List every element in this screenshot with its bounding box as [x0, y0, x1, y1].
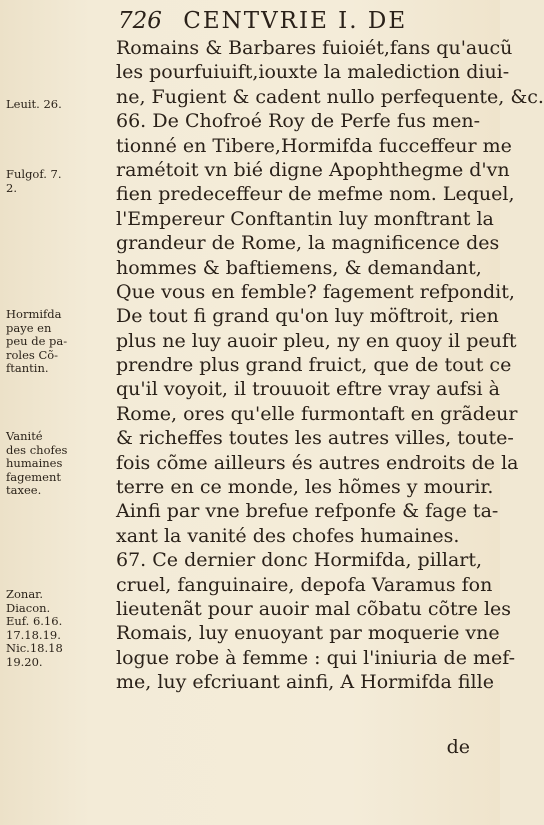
margin-line: Nic.18.18 — [6, 641, 63, 656]
main-text-block — [116, 36, 544, 695]
text-line: ramétoit vn bié digne Apophthegme d'vn — [116, 158, 510, 181]
page-number: 726 — [118, 8, 162, 34]
running-header — [118, 6, 478, 36]
margin-note-vanite — [6, 430, 110, 498]
margin-line: peu de pa- — [6, 334, 68, 349]
margin-note-hormisda — [6, 308, 110, 376]
margin-line: Fulgof. 7. — [6, 167, 62, 181]
margin-line: humaines — [6, 456, 63, 471]
margin-line: fagement — [6, 469, 62, 484]
text-line: les pourfuiuift,iouxte la malediction diui- — [116, 61, 510, 84]
text-line: cruel, fanguinaire, depofa Varamus fon — [116, 573, 493, 596]
text-line: ne, Fugient & cadent nullo perfequente, &c. — [116, 85, 544, 108]
catchword: de — [446, 736, 470, 758]
margin-note-fulgosus — [6, 168, 110, 195]
margin-line: Zonar. — [6, 587, 44, 601]
text-line: terre en ce monde, les hõmes y mourir. — [116, 476, 494, 499]
margin-line: roles Cõ- — [6, 347, 59, 362]
text-line: Ainfi par vne brefue refponfe & fage ta- — [116, 500, 499, 523]
margin-line: Euf. 6.16. — [6, 614, 63, 629]
margin-note-leviticus — [6, 98, 110, 112]
margin-line: des chofes — [6, 442, 68, 457]
text-line: xant la vanité des chofes humaines. — [116, 524, 460, 547]
margin-line: Vanité — [6, 429, 43, 443]
text-line: logue robe à femme : qui l'iniuria de mef- — [116, 646, 516, 669]
text-line: 67. Ce dernier donc Hormifda, pillart, — [116, 549, 483, 572]
text-line: me, luy efcriuant ainfi, A Hormifda fille — [116, 671, 494, 694]
margin-line: paye en — [6, 320, 52, 335]
text-line: 66. De Chofroé Roy de Perfe fus men- — [116, 110, 480, 133]
text-line: Romais, luy enuoyant par moquerie vne — [116, 622, 500, 645]
text-line: Que vous en femble? fagement refpondit, — [116, 280, 515, 303]
text-line: Romains & Barbares fuioiét,fans qu'aucũ — [116, 37, 513, 59]
running-title: CENTVRIE I. DE — [183, 8, 408, 34]
margin-line: Hormifda — [6, 307, 62, 321]
text-line: grandeur de Rome, la magnificence des — [116, 232, 500, 255]
margin-note-sources — [6, 588, 110, 670]
margin-line: ftantin. — [6, 361, 49, 376]
margin-line: Leuit. 26. — [6, 97, 62, 111]
margin-line: 2. — [6, 180, 17, 195]
margin-line: 17.18.19. — [6, 627, 61, 642]
text-line: l'Empereur Conftantin luy monftrant la — [116, 207, 494, 230]
text-line: qu'il voyoit, il trouuoit eftre vray aufsi à — [116, 378, 500, 401]
text-line: & richeffes toutes les autres villes, toute- — [116, 427, 514, 450]
margin-line: Diacon. — [6, 600, 51, 615]
text-line: Rome, ores qu'elle furmontaft en grãdeur — [116, 402, 518, 425]
text-line: fois cõme ailleurs és autres endroits de la — [116, 451, 519, 474]
text-line: lieutenãt pour auoir mal cõbatu cõtre les — [116, 597, 512, 620]
text-line: hommes & baftiemens, & demandant, — [116, 256, 482, 279]
text-line: fien predeceffeur de mefme nom. Lequel, — [116, 183, 515, 206]
text-line: De tout fi grand qu'on luy möftroit, rien — [116, 305, 499, 328]
text-line: prendre plus grand fruict, que de tout ce — [116, 354, 512, 377]
margin-line: 19.20. — [6, 654, 43, 669]
text-line: tionné en Tibere,Hormifda fucceffeur me — [116, 134, 512, 157]
text-line: plus ne luy auoir pleu, ny en quoy il peuft — [116, 329, 517, 352]
margin-line: taxee. — [6, 483, 42, 498]
